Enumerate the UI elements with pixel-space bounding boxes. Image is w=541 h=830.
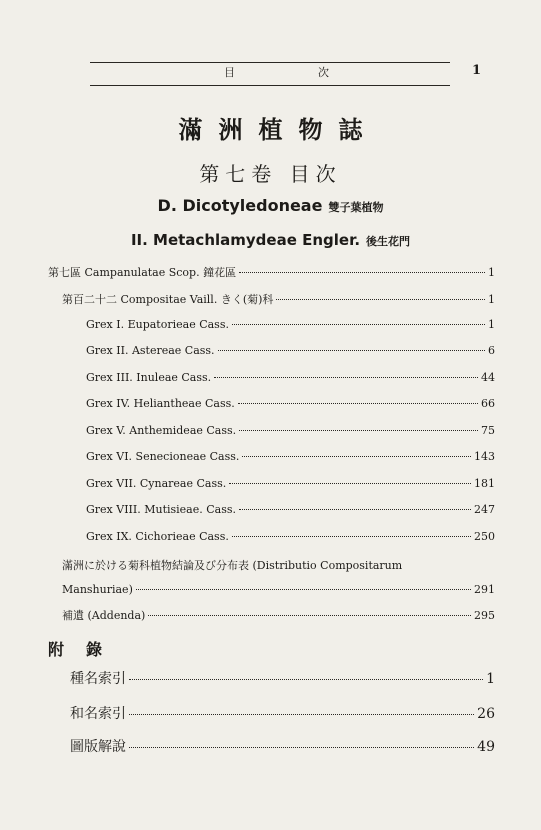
subdivision-japanese: 後生花門 [366,235,411,248]
volume-title: 第七卷 目次 [199,162,342,186]
subdivision-latin: II. Metachlamydeae Engler. [130,231,361,249]
toc-page: 49 [477,739,495,755]
toc-entry: Grex VII. Cynareae Cass. 181 [86,477,495,490]
appendix-entry: 和名索引 26 [70,706,495,722]
dot-leader [232,536,471,537]
dot-leader [242,456,471,457]
toc-entry: Grex VI. Senecioneae Cass. 143 [86,450,495,463]
toc-page: 295 [474,609,495,622]
toc-entry: 第七區 Campanulatae Scop. 鐘花區 1 [48,266,495,279]
header-rule-bottom [90,85,450,86]
toc-entry: Grex IX. Cichorieae Cass. 250 [86,530,495,543]
toc-entry: Grex VIII. Mutisieae. Cass. 247 [86,503,495,516]
book-title: 滿洲植物誌 [178,115,379,144]
toc-entry-distribution: Manshuriae) 291 [62,583,495,596]
toc-page: 44 [481,371,495,384]
toc-entry: Grex III. Inuleae Cass. 44 [86,371,495,384]
appendix-entry: 圖版解說 49 [70,739,495,755]
dot-leader [148,615,471,616]
division-latin: D. Dicotyledoneae [157,196,323,215]
toc-entry-addenda: 補遺 (Addenda) 295 [62,609,495,622]
subdivision-heading [0,231,541,249]
toc-page: 1 [488,266,495,279]
page-number: 1 [472,63,482,78]
dot-leader [232,324,485,325]
toc-page: 6 [488,344,495,357]
dot-leader [238,403,478,404]
toc-page: 181 [474,477,495,490]
appendix-heading: 附錄 [48,640,125,659]
header-left: 目 [224,66,235,79]
header-right: 次 [318,66,329,79]
dot-leader [129,747,474,748]
dot-leader [214,377,478,378]
toc-page: 250 [474,530,495,543]
toc-page: 143 [474,450,495,463]
toc-page: 75 [481,424,495,437]
dot-leader [239,272,485,273]
distribution-line1: 滿洲に於ける菊科植物結論及び分布表 (Distributio Compositarum [62,559,403,572]
toc-page: 247 [474,503,495,516]
dot-leader [129,714,474,715]
toc-page: 26 [477,706,495,722]
toc-entry: Grex I. Eupatorieae Cass. 1 [86,318,495,331]
header-rule-top [90,62,450,63]
dot-leader [218,350,485,351]
toc-entry: Grex II. Astereae Cass. 6 [86,344,495,357]
division-heading [0,196,541,215]
dot-leader [239,509,471,510]
division-japanese: 雙子葉植物 [328,201,384,214]
toc-page: 1 [488,318,495,331]
appendix-entry: 種名索引 1 [70,671,495,687]
toc-page: 1 [486,671,495,687]
dot-leader [136,589,471,590]
toc-entry: Grex IV. Heliantheae Cass. 66 [86,397,495,410]
toc-page: 66 [481,397,495,410]
dot-leader [276,299,485,300]
dot-leader [239,430,478,431]
dot-leader [129,679,483,680]
toc-page: 291 [474,583,495,596]
toc-page: 1 [488,293,495,306]
toc-entry: Grex V. Anthemideae Cass. 75 [86,424,495,437]
dot-leader [229,483,471,484]
toc-entry: 第百二十二 Compositae Vaill. きく(菊)科 1 [62,293,495,306]
